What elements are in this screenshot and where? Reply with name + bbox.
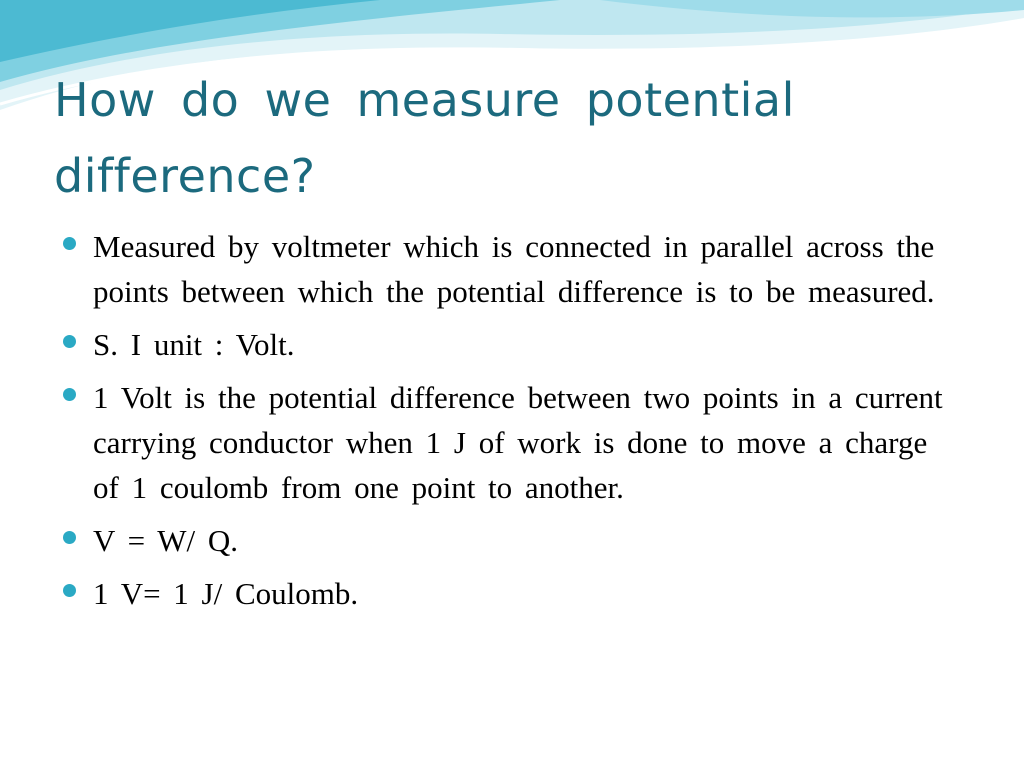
bullet-item: [62, 571, 962, 616]
slide-title: How do we measure potential difference?: [54, 73, 795, 203]
bullet-dot-icon: [63, 237, 76, 250]
bullet-text: Measured by voltmeter which is connected in parallel across the points between which the potential difference is to be measured.: [93, 229, 935, 309]
bullet-text: 1 Volt is the potential difference between two points in a current carrying conductor when 1 J of work is done to move a charge of 1 coulomb from one point to another.: [93, 380, 943, 505]
bullet-item: [62, 224, 962, 314]
bullet-dot-icon: [63, 584, 76, 597]
bullet-text: V = W/ Q.: [93, 523, 239, 558]
bullet-item: [62, 375, 962, 510]
bullet-item: [62, 322, 962, 367]
bullet-dot-icon: [63, 335, 76, 348]
bullet-text: 1 V= 1 J/ Coulomb.: [93, 576, 359, 611]
bullet-text: S. I unit : Volt.: [93, 327, 295, 362]
bullet-item: [62, 518, 962, 563]
bullet-dot-icon: [63, 531, 76, 544]
bullet-list: [62, 224, 962, 624]
bullet-dot-icon: [63, 388, 76, 401]
